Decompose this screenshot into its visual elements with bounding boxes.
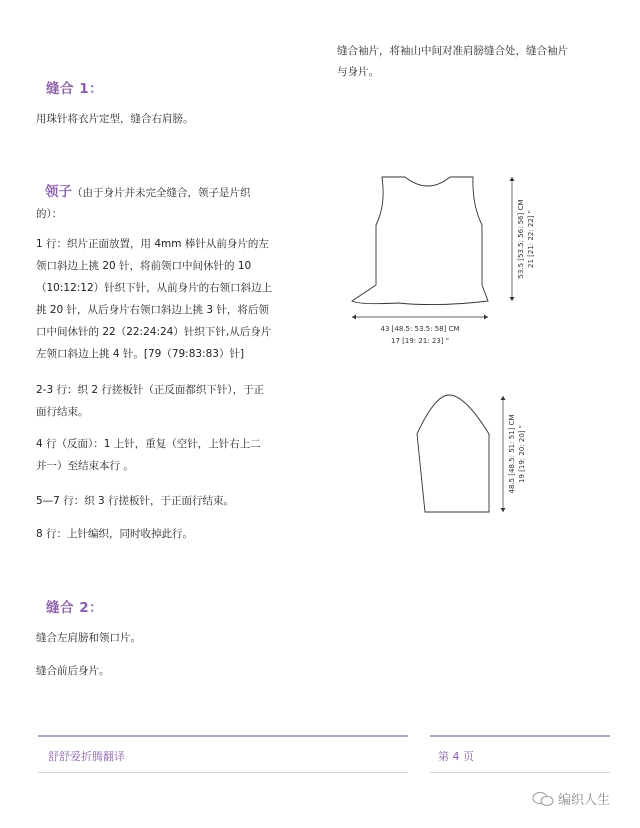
collar-row1-line: 口中间休针的 22（22:24:24）针织下针,从后身片	[36, 326, 272, 338]
body-width-in: 17 [19: 21: 23] "	[391, 337, 449, 345]
sleeve-seam-text-1: 缝合袖片，将袖山中间对准肩膀缝合处，缝合袖片	[337, 45, 568, 57]
collar-heading: 领子	[45, 184, 72, 200]
footer-bottom-line-left	[38, 772, 408, 773]
body-outline	[352, 177, 488, 305]
sleeve-schematic	[405, 390, 535, 520]
collar-row1-block	[36, 233, 272, 365]
seam2-line1: 缝合左肩膀和领口片。	[36, 632, 141, 644]
collar-row1-line: 左领口斜边上挑 4 针。[79（79:83:83）针]	[36, 348, 245, 360]
collar-row2-3-block	[36, 379, 264, 423]
footer-line-right	[430, 735, 610, 737]
seam2-heading: 缝合 2：	[46, 600, 104, 616]
watermark	[532, 789, 610, 808]
collar-row4-line: 并一）至结束本行 。	[36, 460, 134, 472]
body-width-cm: 43 [48.5: 53.5: 58] CM	[380, 325, 460, 333]
footer-page-number: 第 4 页	[438, 750, 474, 763]
collar-row8: 8 行：上针编织，同时收掉此行。	[36, 528, 194, 540]
collar-row1-line: 领口斜边上挑 20 针，将前领口中间休针的 10	[36, 260, 252, 272]
collar-note-1: （由于身片并未完全缝合，领子是片织	[72, 187, 251, 199]
sleeve-height-cm: 48.5 [48.5: 51: 51] CM	[508, 414, 516, 494]
sleeve-seam-text-2: 与身片。	[337, 66, 379, 78]
footer-bottom-line-right	[430, 772, 610, 773]
collar-row1-line: （10:12:12）针织下针，从前身片的右领口斜边上	[36, 282, 273, 294]
collar-row4-block	[36, 433, 261, 477]
collar-note-2: 的）：	[36, 208, 63, 220]
sleeve-outline	[417, 395, 489, 512]
collar-row1-line: 1 行：织片正面放置，用 4mm 棒针从前身片的左	[36, 238, 269, 250]
body-schematic	[340, 165, 550, 355]
collar-row2-3-line: 面行结束。	[36, 406, 89, 418]
chat-bubble-icon	[532, 791, 554, 807]
collar-row5-7: 5—7 行：织 3 行搓板针，于正面行结束。	[36, 495, 235, 507]
sleeve-height-in: 19 [19: 20: 20] "	[518, 425, 526, 483]
collar-row4-line: 4 行（反面）：1 上针，重复（空针，上针右上二	[36, 438, 261, 450]
collar-heading-line	[45, 180, 251, 200]
watermark-text: 编织人生	[558, 793, 611, 808]
seam1-text: 用珠针将衣片定型，缝合右肩膀。	[36, 113, 194, 125]
body-height-cm: 53.5 [53.5: 56: 56] CM	[517, 199, 525, 279]
seam2-line2: 缝合前后身片。	[36, 665, 110, 677]
collar-row2-3-line: 2-3 行：织 2 行搓板针（正反面都织下针），于正	[36, 384, 265, 396]
seam1-heading: 缝合 1：	[46, 81, 104, 97]
footer-translator: 舒舒爱折腾翻译	[48, 750, 125, 763]
body-height-in: 21 [21: 22: 22] "	[527, 210, 535, 268]
footer-line-left	[38, 735, 408, 737]
collar-row1-line: 挑 20 针，从后身片右领口斜边上挑 3 针，将后领	[36, 304, 269, 316]
